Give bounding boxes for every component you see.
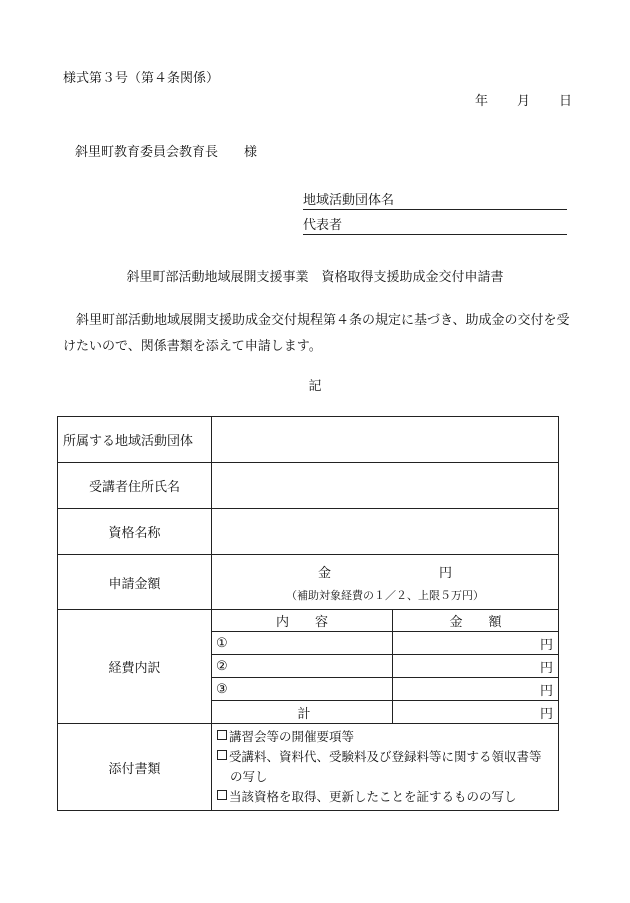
group-value-cell[interactable] (212, 417, 559, 463)
attachment-text: 受講料、資料代、受験料及び登録料等に関する領収書等 (229, 749, 542, 764)
representative-field[interactable] (303, 214, 567, 235)
attachment-text: 当該資格を取得、更新したことを証するものの写し (229, 789, 517, 804)
expenses-cell (212, 610, 559, 724)
attachment-continuation: の写し (230, 769, 268, 784)
table-row (58, 724, 559, 811)
date-year: 年 (475, 94, 489, 109)
amount-kin: 金 (317, 565, 331, 581)
attachments-cell (212, 724, 559, 811)
expense-content-cell[interactable]: ② (212, 655, 393, 678)
application-table (57, 416, 559, 811)
group-name-label: 地域活動団体名 (303, 193, 395, 208)
qualification-value-cell[interactable] (212, 509, 559, 555)
table-row (58, 555, 559, 610)
group-name-field[interactable] (303, 189, 567, 210)
date-month: 月 (517, 94, 531, 109)
checkbox-icon[interactable] (217, 790, 227, 800)
table-row (58, 417, 559, 463)
body-paragraph (63, 308, 581, 360)
expense-row (212, 655, 558, 678)
document-title: 斜里町部活動地域展開支援事業 資格取得支援助成金交付申請書 (126, 270, 504, 285)
attachment-item[interactable] (217, 727, 552, 747)
representative-label: 代表者 (303, 218, 343, 233)
amount-note: （補助対象経費の１／２、上限５万円） (286, 588, 484, 602)
group-label: 所属する地域活動団体 (58, 417, 212, 463)
expenses-header-content: 内 容 (212, 610, 393, 632)
amount-cell[interactable] (212, 555, 559, 610)
expenses-header-amount: 金 額 (449, 615, 502, 630)
qualification-label: 資格名称 (58, 509, 212, 555)
date-line (475, 90, 572, 109)
expense-content-cell[interactable]: ① (212, 632, 393, 655)
amount-label: 申請金額 (58, 555, 212, 610)
expense-total-row (212, 701, 558, 724)
expenses-label: 経費内訳 (58, 610, 212, 724)
attachments-label: 添付書類 (58, 724, 212, 811)
form-number: 様式第３号（第４条関係） (63, 71, 220, 86)
expense-row (212, 632, 558, 655)
ki-heading: 記 (308, 379, 322, 394)
attachment-text: 講習会等の開催要項等 (229, 729, 355, 744)
table-row (58, 610, 559, 724)
checkbox-icon[interactable] (217, 730, 227, 740)
expense-total-label: 計 (212, 701, 393, 724)
participant-value-cell[interactable] (212, 463, 559, 509)
addressee-honorific: 様 (244, 145, 258, 160)
addressee (75, 141, 257, 160)
expense-amount-cell[interactable]: 円 (393, 678, 559, 701)
expense-amount-cell[interactable]: 円 (393, 632, 559, 655)
expense-content-cell[interactable]: ③ (212, 678, 393, 701)
amount-line (212, 562, 558, 581)
date-day: 日 (559, 94, 573, 109)
attachment-item[interactable] (217, 787, 552, 807)
table-row (58, 463, 559, 509)
table-row (58, 509, 559, 555)
amount-yen: 円 (439, 565, 453, 581)
expense-row (212, 678, 558, 701)
attachment-item[interactable] (217, 747, 552, 767)
expense-total-amount[interactable]: 円 (393, 701, 559, 724)
addressee-name: 斜里町教育委員会教育長 (75, 145, 219, 160)
expense-amount-cell[interactable]: 円 (393, 655, 559, 678)
checkbox-icon[interactable] (217, 750, 227, 760)
participant-label: 受講者住所氏名 (58, 463, 212, 509)
body-text: 斜里町部活動地域展開支援助成金交付規程第４条の規定に基づき、助成金の交付を受けたいので、関係書類を添えて申請します。 (63, 313, 570, 354)
expenses-table (212, 610, 558, 723)
